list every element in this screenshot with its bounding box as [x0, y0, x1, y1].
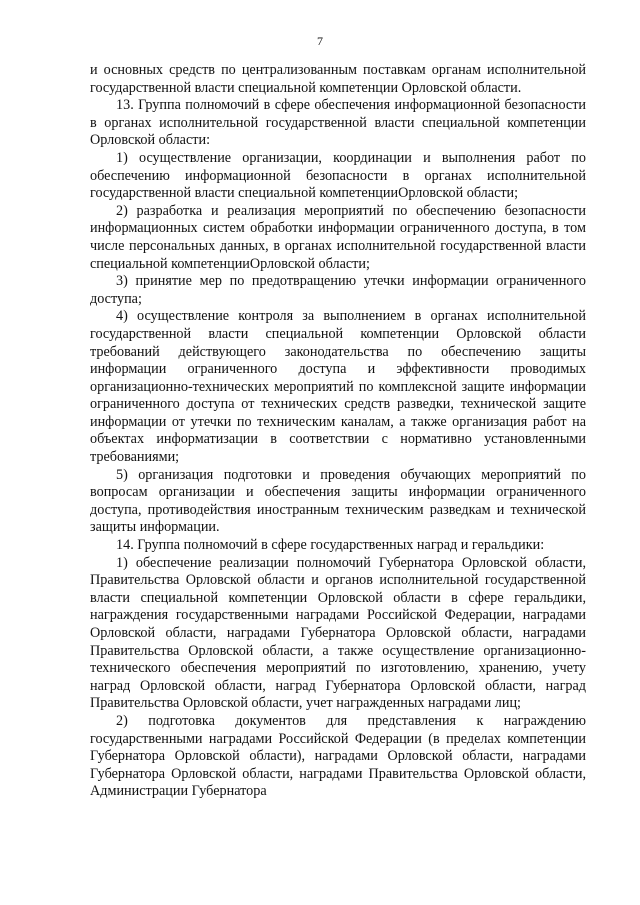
paragraph-continuation: и основных средств по централизованным поставкам органам исполнительной государственной власти специальной компетенции Орловской области.: [90, 62, 586, 96]
paragraph-13-item-3: 3) принятие мер по предотвращению утечки информации ограниченного доступа;: [90, 273, 586, 307]
paragraph-13-item-1: 1) осуществление организации, координации и выполнения работ по обеспечению информационной безопасности в органах исполнительной государственной власти специальной компетенцииОрловской области;: [90, 149, 586, 202]
paragraph-13-item-5: 5) организация подготовки и проведения обучающих мероприятий по вопросам организации и обеспечения защиты информации ограниченного доступа, противодействия иностранным техническим разведкам и технической защиты информации.: [90, 466, 586, 536]
paragraph-13-item-4: 4) осуществление контроля за выполнением в органах исполнительной государственной власти специальной компетенции Орловской области требований действующего законодательства по обеспечению защиты информации ограниченного доступа и эффективности проводимых организационно-технических мероприятий по комплексной защите информации ограниченного доступа от технических средств разведки, технической защите информации от утечки по техническим каналам, а также организация работ на объектах информатизации в соответствии с нормативно установленными требованиями;: [90, 308, 586, 466]
paragraph-section-14-heading: 14. Группа полномочий в сфере государственных наград и геральдики:: [116, 537, 545, 554]
paragraph-14-item-2: 2) подготовка документов для представления к награждению государственными наградами Российской Федерации (в пределах компетенции Губернатора Орловской области), наградами Орловской области, наградами Губернатора Орловской области, наградами Правительства Орловской области, Администрации Губернатора: [90, 712, 586, 800]
paragraph-section-13-heading: 13. Группа полномочий в сфере обеспечения информационной безопасности в органах исполнительной государственной власти специальной компетенции Орловской области:: [90, 97, 586, 149]
page-number: 7: [317, 34, 323, 48]
document-body: [90, 62, 586, 801]
paragraph-14-item-1: 1) обеспечение реализации полномочий Губернатора Орловской области, Правительства Орловской области и органов исполнительной государственной власти специальной компетенции Орловской области в сфере геральдики, награждения государственными наградами Российской Федерации, наградами Орловской области, наградами Губернатора Орловской области, наградами Правительства Орловской области, а также осуществление организационно-технического обеспечения мероприятий по изготовлению, хранению, учету наград Орловской области, наград Губернатора Орловской области, наград Правительства Орловской области, учет награжденных наградами лиц;: [90, 554, 586, 712]
paragraph-13-item-2: 2) разработка и реализация мероприятий по обеспечению безопасности информационных систем обработки информации ограниченного доступа, в том числе персональных данных, в органах исполнительной государственной власти специальной компетенцииОрловской области;: [90, 202, 586, 272]
